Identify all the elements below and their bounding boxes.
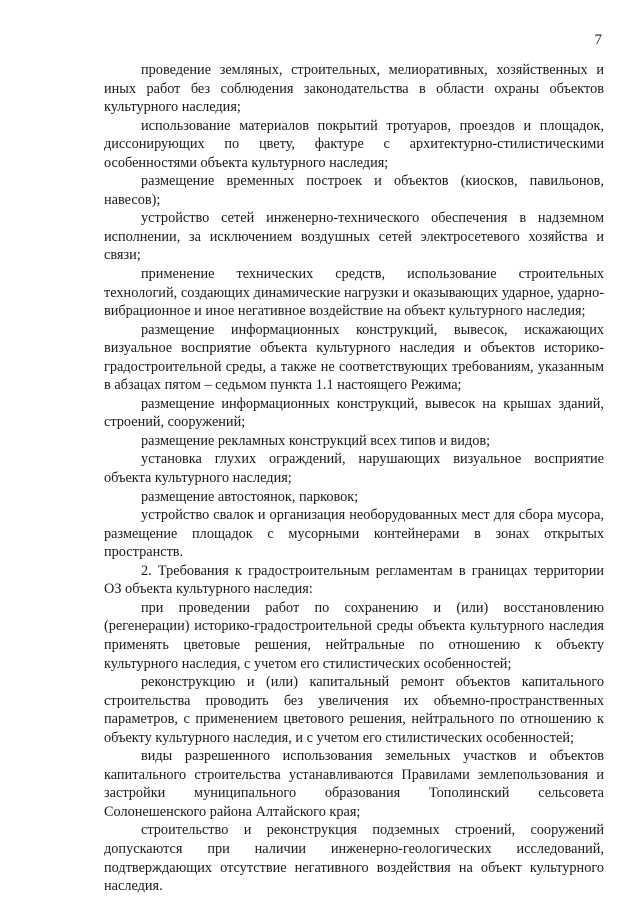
paragraph-section-2-heading: 2. Требования к градостроительным регламентам в границах территории ОЗ объекта культурного наследия: bbox=[104, 562, 604, 598]
paragraph-advertising: размещение рекламных конструкций всех типов и видов; bbox=[141, 432, 491, 449]
paragraph-information-structures: размещение информационных конструкций, вывесок, искажающих визуальное восприятие объекта культурного наследия и объектов историко-градостроительной среды, а также не соответствующих требованиям, указанным в абзацах пятом – седьмом пункта 1.1 настоящего Режима; bbox=[104, 321, 604, 394]
paragraph-reconstruction: реконструкцию и (или) капитальный ремонт объектов капитального строительства проводить без увеличения их объемно-пространственных параметров, с применением цветового решения, нейтрального по отношению к объекту культурного наследия, и с учетом его стилистических особенностей; bbox=[104, 674, 604, 746]
paragraph-parking: размещение автостоянок, парковок; bbox=[141, 488, 359, 505]
paragraph-roof-signs: размещение информационных конструкций, вывесок на крышах зданий, строений, сооружений; bbox=[104, 395, 604, 431]
paragraph-land-use: виды разрешенного использования земельных участков и объектов капитального строительства устанавливаются Правилами землепользования и застройки муниципального образования Тополинский сельсовета Солонешенского района Алтайского края; bbox=[104, 748, 604, 820]
paragraph-color-solutions: при проведении работ по сохранению и (или) восстановлению (регенерации) историко-градостроительной среды объекта культурного наследия применять цветовые решения, нейтральные по отношению к объекту культурного наследия, с учетом его стилистических особенностей; bbox=[104, 599, 604, 672]
paragraph-earthworks: проведение земляных, строительных, мелиоративных, хозяйственных и иных работ без соблюдения законодательства в области охраны объектов культурного наследия; bbox=[104, 62, 604, 116]
paragraph-underground: строительство и реконструкция подземных строений, сооружений допускаются при наличии инженерно-геологических исследований, подтверждающих отсутствие негативного воздействия на объект культурного наследия. bbox=[104, 822, 604, 895]
page-number: 7 bbox=[594, 32, 602, 48]
document-body bbox=[104, 61, 604, 896]
paragraph-technical-means: применение технических средств, использование строительных технологий, создающих динамические нагрузки и оказывающих ударное, ударно-вибрационное и иное негативное воздействие на объект культурного наследия; bbox=[104, 266, 604, 320]
paragraph-paving-materials: использование материалов покрытий тротуаров, проездов и площадок, диссонирующих по цвету, фактуре с архитектурно-стилистическими особенностями объекта культурного наследия; bbox=[104, 117, 604, 171]
paragraph-waste: устройство свалок и организация необорудованных мест для сбора мусора, размещение площадок с мусорными контейнерами в зонах открытых пространств. bbox=[104, 507, 604, 561]
paragraph-fences: установка глухих ограждений, нарушающих визуальное восприятие объекта культурного наследия; bbox=[104, 451, 604, 487]
paragraph-temporary-structures: размещение временных построек и объектов (киосков, павильонов, навесов); bbox=[104, 173, 604, 208]
paragraph-engineering-networks: устройство сетей инженерно-технического обеспечения в надземном исполнении, за исключением воздушных сетей электросетевого хозяйства и связи; bbox=[104, 210, 604, 264]
